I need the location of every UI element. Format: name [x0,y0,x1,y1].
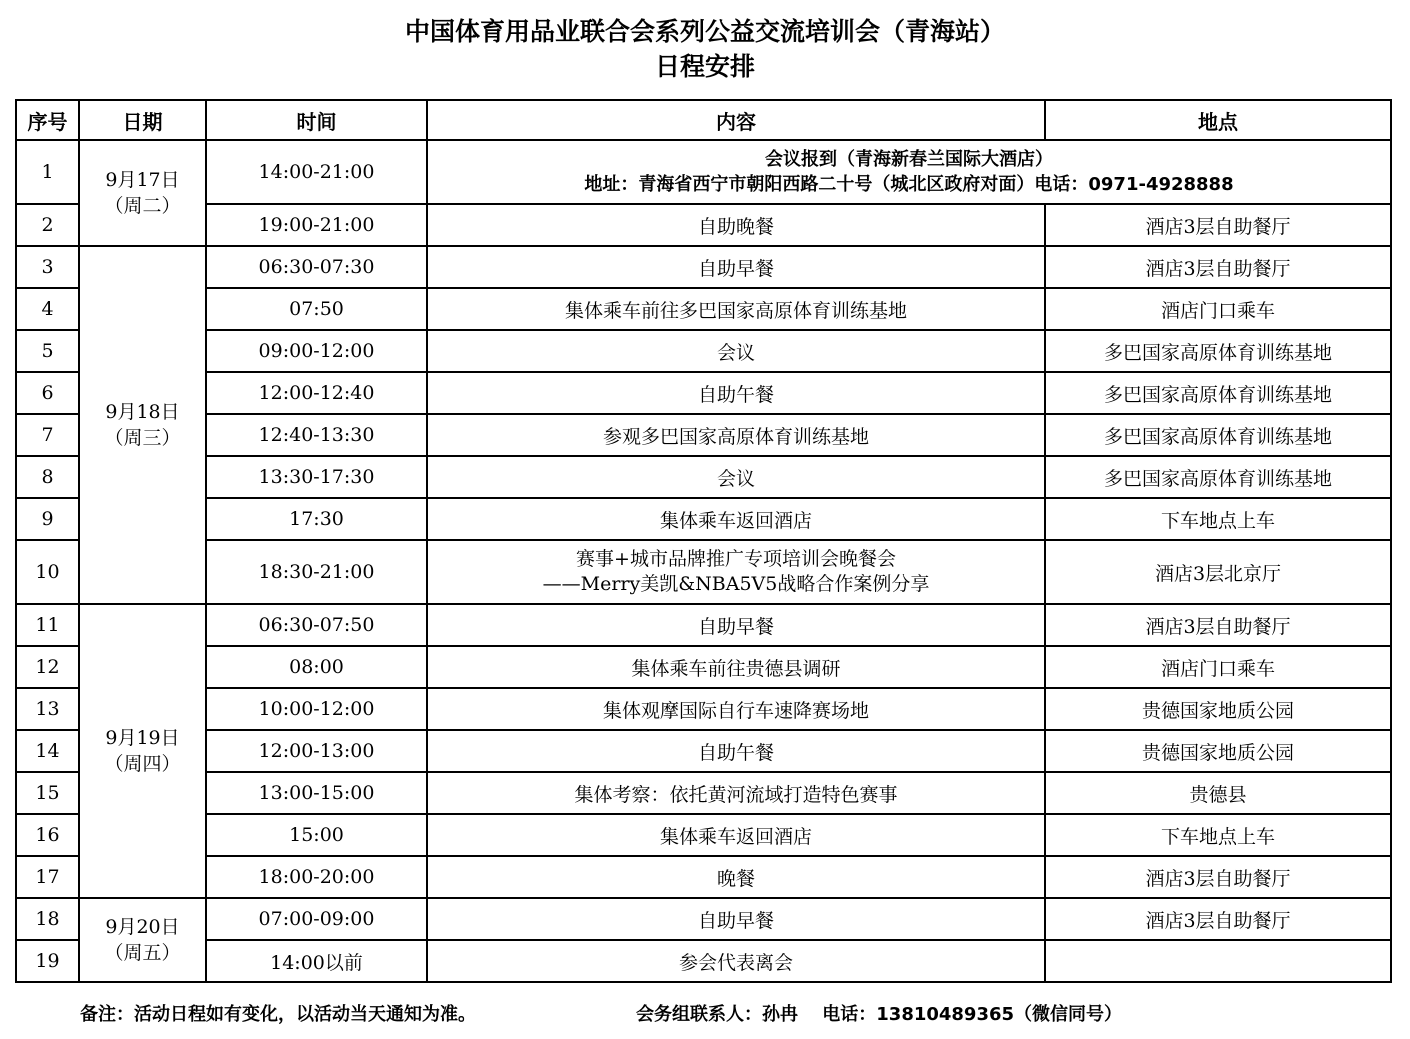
weekday-label: （周四） [104,753,181,775]
footer [0,1000,1410,1026]
row-content: 集体考察：依托黄河流域打造特色赛事 [427,772,1045,814]
row-no: 9 [16,498,79,540]
table-row [16,204,1391,246]
table-row [16,140,1391,204]
row-no: 8 [16,456,79,498]
row-content: 会议报到（青海新春兰国际大酒店） [765,149,1053,170]
row-no: 17 [16,856,79,898]
row-place: 酒店3层自助餐厅 [1045,204,1391,246]
row-place: 下车地点上车 [1045,814,1391,856]
date-label: 9月18日 [105,401,180,423]
table-row [16,498,1391,540]
date-cell-day2 [79,246,206,604]
document-subtitle: 日程安排 [654,52,755,81]
row-place: 贵德国家地质公园 [1045,730,1391,772]
row-content: 集体乘车返回酒店 [427,498,1045,540]
footer-note: 备注：活动日程如有变化，以活动当天通知为准。 [80,1004,476,1025]
header-time: 时间 [206,100,427,140]
row-time: 18:30-21:00 [206,540,427,604]
row-content: 集体乘车返回酒店 [427,814,1045,856]
row-content: 会议 [427,456,1045,498]
weekday-label: （周二） [104,195,181,217]
date-cell-day3 [79,604,206,898]
row-content: 参会代表离会 [427,940,1045,982]
table-row [16,940,1391,982]
row-no: 2 [16,204,79,246]
row-no: 1 [16,140,79,204]
row-time: 12:00-12:40 [206,372,427,414]
header-date: 日期 [79,100,206,140]
row-no: 12 [16,646,79,688]
row-place: 多巴国家高原体育训练基地 [1045,330,1391,372]
row-content: 自助早餐 [427,246,1045,288]
row-no: 13 [16,688,79,730]
row-no: 3 [16,246,79,288]
table-row [16,456,1391,498]
document-title: 中国体育用品业联合会系列公益交流培训会（青海站） [404,17,1005,46]
row-no: 11 [16,604,79,646]
date-cell-day1 [79,140,206,246]
row-place: 多巴国家高原体育训练基地 [1045,456,1391,498]
table-row [16,540,1391,604]
row-time: 19:00-21:00 [206,204,427,246]
table-row [16,414,1391,456]
row-time: 09:00-12:00 [206,330,427,372]
row-content: 会议 [427,330,1045,372]
table-row [16,856,1391,898]
table-row [16,330,1391,372]
row-place: 酒店3层自助餐厅 [1045,246,1391,288]
table-row [16,814,1391,856]
table-row [16,730,1391,772]
row-place: 多巴国家高原体育训练基地 [1045,414,1391,456]
row-time: 08:00 [206,646,427,688]
row-no: 6 [16,372,79,414]
table-header-row [16,100,1391,140]
row-no: 4 [16,288,79,330]
row-no: 16 [16,814,79,856]
row-time: 10:00-12:00 [206,688,427,730]
table-row [16,246,1391,288]
date-label: 9月17日 [105,169,180,191]
row-place: 贵德县 [1045,772,1391,814]
row-content: 自助早餐 [427,604,1045,646]
row-content: 集体乘车前往多巴国家高原体育训练基地 [427,288,1045,330]
table-row [16,898,1391,940]
row-no: 15 [16,772,79,814]
header-content: 内容 [427,100,1045,140]
row-time: 12:00-13:00 [206,730,427,772]
weekday-label: （周五） [104,942,181,964]
row-time: 07:50 [206,288,427,330]
table-row [16,288,1391,330]
date-label: 9月20日 [105,916,180,938]
table-row [16,688,1391,730]
row-time: 06:30-07:30 [206,246,427,288]
header-place: 地点 [1045,100,1391,140]
row-content: 自助午餐 [427,372,1045,414]
row-time: 13:00-15:00 [206,772,427,814]
row-content-line1: 赛事+城市品牌推广专项培训会晚餐会 [576,548,896,570]
row-content-line2: ——Merry美凯&NBA5V5战略合作案例分享 [542,573,930,595]
row-no: 18 [16,898,79,940]
row-place: 酒店3层北京厅 [1045,540,1391,604]
row-content: 参观多巴国家高原体育训练基地 [427,414,1045,456]
row-content: 自助早餐 [427,898,1045,940]
row-content: 晚餐 [427,856,1045,898]
table-row [16,604,1391,646]
header-no: 序号 [16,100,79,140]
row-time: 18:00-20:00 [206,856,427,898]
date-label: 9月19日 [105,727,180,749]
row-place: 酒店门口乘车 [1045,646,1391,688]
row-time: 14:00-21:00 [206,140,427,204]
row-place: 酒店门口乘车 [1045,288,1391,330]
table-row [16,372,1391,414]
row-content-address: 地址：青海省西宁市朝阳西路二十号（城北区政府对面）电话：0971-4928888 [584,174,1234,195]
row-no: 5 [16,330,79,372]
table-row [16,772,1391,814]
row-content [427,540,1045,604]
row-time: 15:00 [206,814,427,856]
row-no: 10 [16,540,79,604]
row-place: 多巴国家高原体育训练基地 [1045,372,1391,414]
row-content: 集体乘车前往贵德县调研 [427,646,1045,688]
row-place: 酒店3层自助餐厅 [1045,604,1391,646]
row-time: 14:00以前 [206,940,427,982]
row-content: 自助午餐 [427,730,1045,772]
row-time: 17:30 [206,498,427,540]
footer-contact: 会务组联系人：孙冉 电话：13810489365（微信同号） [636,1004,1123,1025]
row-content: 集体观摩国际自行车速降赛场地 [427,688,1045,730]
schedule-table [15,99,1392,983]
row-place: 酒店3层自助餐厅 [1045,856,1391,898]
weekday-label: （周三） [104,427,181,449]
registration-info-cell [427,140,1391,204]
row-place: 酒店3层自助餐厅 [1045,898,1391,940]
row-no: 19 [16,940,79,982]
row-time: 07:00-09:00 [206,898,427,940]
row-time: 13:30-17:30 [206,456,427,498]
row-content: 自助晚餐 [427,204,1045,246]
row-place [1045,940,1391,982]
row-time: 06:30-07:50 [206,604,427,646]
row-place: 贵德国家地质公园 [1045,688,1391,730]
table-row [16,646,1391,688]
date-cell-day4 [79,898,206,982]
row-no: 7 [16,414,79,456]
row-no: 14 [16,730,79,772]
row-time: 12:40-13:30 [206,414,427,456]
row-place: 下车地点上车 [1045,498,1391,540]
